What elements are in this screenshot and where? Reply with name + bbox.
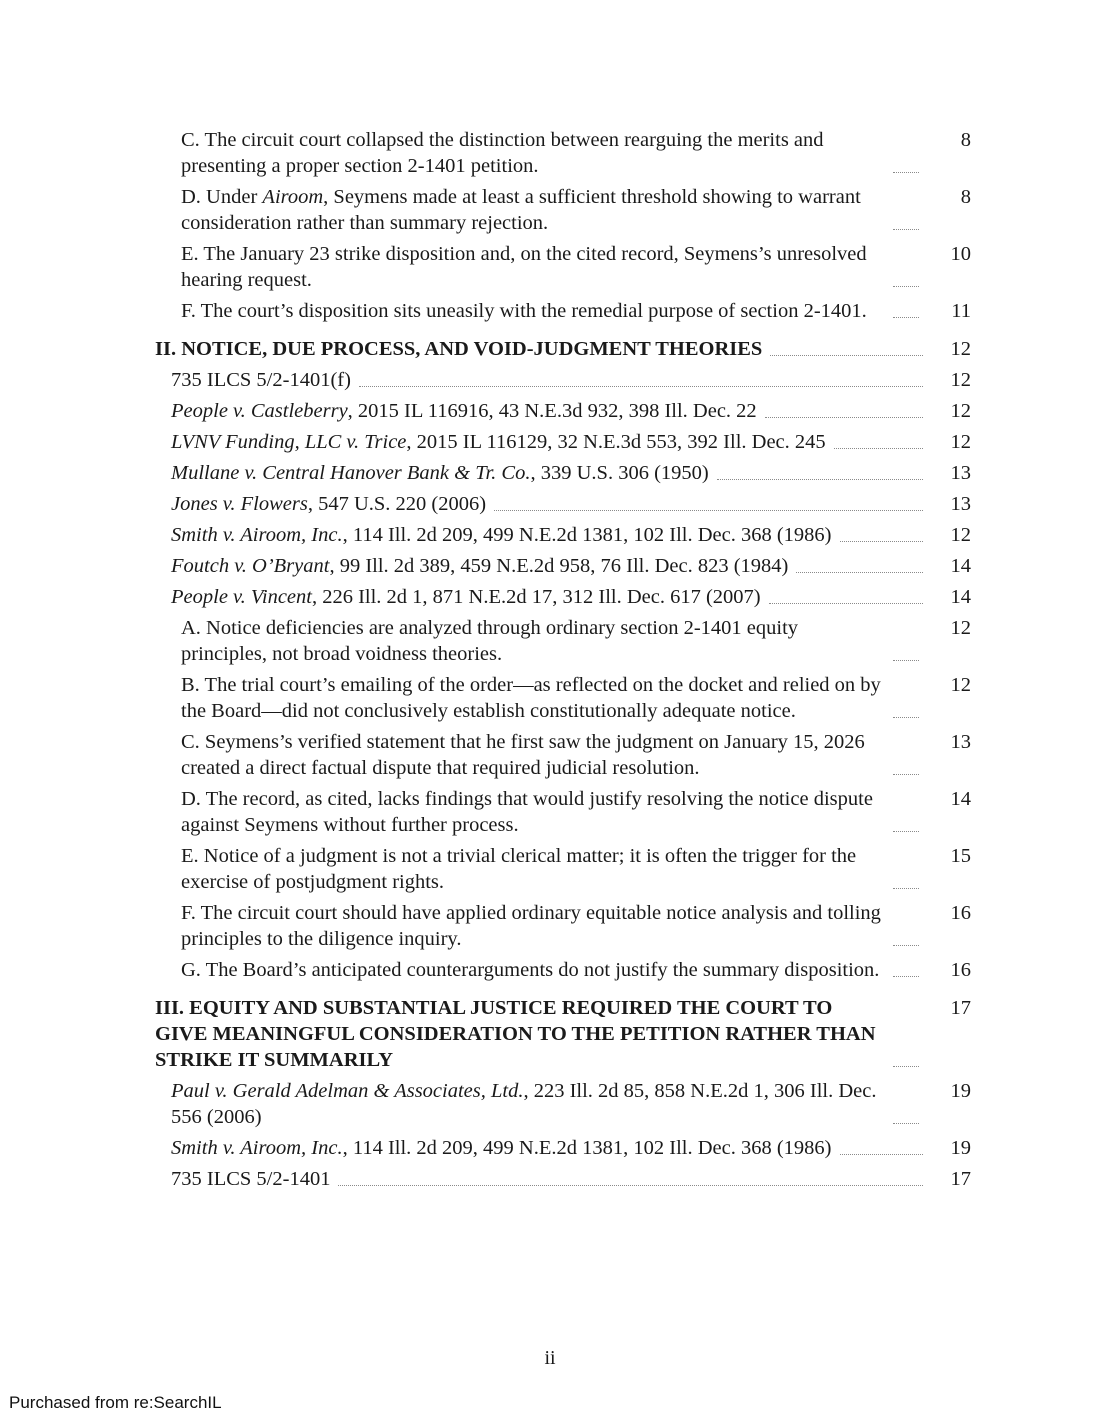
- toc-entry-text: [171, 460, 709, 486]
- toc-subheading-2d[interactable]: [0, 786, 1100, 838]
- case-name: Paul v. Gerald Adelman & Associates, Ltd.: [171, 1080, 524, 1102]
- toc-subheading-2a[interactable]: [0, 615, 1100, 667]
- toc-subheading-1e[interactable]: [0, 241, 1100, 293]
- toc-authority[interactable]: [0, 460, 1100, 486]
- toc-page-number: 13: [950, 493, 971, 515]
- toc-page-number: 17: [950, 1168, 971, 1190]
- toc-page-number: 12: [950, 617, 971, 639]
- toc-entry-text: C. The circuit court collapsed the distinction between rearguing the merits and presenting a proper section 2-1401 petition.: [181, 129, 824, 177]
- dot-leader: [840, 541, 924, 542]
- toc-page-number: 16: [950, 959, 971, 981]
- case-name: LVNV Funding, LLC v. Trice: [171, 431, 407, 453]
- dot-leader: [840, 1154, 924, 1155]
- toc-page-number: 14: [950, 586, 971, 608]
- dot-leader: [834, 448, 923, 449]
- toc-page-number: 12: [950, 338, 971, 360]
- purchase-watermark: Purchased from re:SearchIL: [9, 1393, 222, 1412]
- dot-leader: [893, 1066, 919, 1067]
- dot-leader: [893, 172, 919, 173]
- toc-page-number: 15: [950, 845, 971, 867]
- dot-leader: [893, 888, 919, 889]
- toc-page-number: 13: [950, 462, 971, 484]
- toc-entry-text: [171, 1166, 330, 1192]
- toc-page-number: 11: [951, 300, 971, 322]
- toc-page-number: 12: [950, 400, 971, 422]
- toc-page-number: 19: [950, 1137, 971, 1159]
- toc-subheading-2g[interactable]: [0, 957, 1100, 983]
- toc-authority[interactable]: [0, 522, 1100, 548]
- toc-heading-text: II. NOTICE, DUE PROCESS, AND VOID-JUDGMENT THEORIES: [155, 338, 763, 360]
- citation: 735 ILCS 5/2-1401: [171, 1168, 331, 1190]
- toc-entry-text: [171, 584, 761, 610]
- toc-entry-text: [171, 1078, 886, 1130]
- toc-entry-text: [171, 553, 788, 579]
- toc-authority[interactable]: [0, 491, 1100, 517]
- toc-entry-text: [171, 522, 832, 548]
- dot-leader: [893, 945, 919, 946]
- toc-authority[interactable]: [0, 429, 1100, 455]
- dot-leader: [893, 774, 919, 775]
- toc-entry-text: [171, 367, 351, 393]
- toc-entry-text: A. Notice deficiencies are analyzed through ordinary section 2-1401 equity principles, not broad voidness theories.: [181, 617, 799, 665]
- toc-entry-text: E. Notice of a judgment is not a trivial clerical matter; it is often the trigger for the exercise of postjudgment rights.: [181, 845, 857, 893]
- toc-entry-text: D. The record, as cited, lacks findings that would justify resolving the notice dispute against Seymens without further process.: [181, 788, 873, 836]
- toc-entry-text: F. The circuit court should have applied ordinary equitable notice analysis and tolling principles to the diligence inquiry.: [181, 902, 881, 950]
- dot-leader: [359, 386, 923, 387]
- dot-leader: [893, 717, 919, 718]
- case-name: People v. Castleberry: [171, 400, 348, 422]
- case-name: Jones v. Flowers: [171, 493, 308, 515]
- dot-leader: [893, 317, 919, 318]
- toc-authority[interactable]: [0, 553, 1100, 579]
- case-name: Smith v. Airoom, Inc.: [171, 524, 343, 546]
- citation: , 114 Ill. 2d 209, 499 N.E.2d 1381, 102 Ill. Dec. 368 (1986): [342, 1137, 832, 1159]
- toc-authority[interactable]: [0, 367, 1100, 393]
- toc-heading-2[interactable]: [0, 336, 1100, 362]
- toc-page-number: 8: [960, 186, 971, 208]
- citation: , 226 Ill. 2d 1, 871 N.E.2d 17, 312 Ill. Dec. 617 (2007): [311, 586, 761, 608]
- dot-leader: [717, 479, 923, 480]
- dot-leader: [893, 660, 919, 661]
- toc-authority[interactable]: [0, 584, 1100, 610]
- toc-subheading-2f[interactable]: [0, 900, 1100, 952]
- citation: , 2015 IL 116916, 43 N.E.3d 932, 398 Ill. Dec. 22: [347, 400, 757, 422]
- toc-heading-3[interactable]: [0, 995, 1100, 1073]
- toc-page-number: 8: [960, 129, 971, 151]
- citation: , 99 Ill. 2d 389, 459 N.E.2d 958, 76 Ill. Dec. 823 (1984): [329, 555, 789, 577]
- dot-leader: [494, 510, 923, 511]
- table-of-contents: [0, 127, 1100, 1192]
- toc-entry-text: G. The Board’s anticipated counterarguments do not justify the summary disposition.: [181, 959, 880, 981]
- toc-entry-text: [171, 398, 757, 424]
- toc-entry-text: B. The trial court’s emailing of the order—as reflected on the docket and relied on by the Board—did not conclusively establish constitutionally adequate notice.: [181, 674, 881, 722]
- toc-heading-text: III. EQUITY AND SUBSTANTIAL JUSTICE REQUIRED THE COURT TO GIVE MEANINGFUL CONSIDERATION TO THE PETITION RATHER THAN STRIKE IT SUMMARILY: [155, 997, 876, 1071]
- toc-authority[interactable]: [0, 1135, 1100, 1161]
- case-name: Airoom: [262, 186, 324, 208]
- toc-entry-text: [171, 1135, 832, 1161]
- toc-subheading-1d[interactable]: [0, 184, 1100, 236]
- dot-leader: [796, 572, 923, 573]
- toc-entry-text: [171, 429, 826, 455]
- toc-subheading-2b[interactable]: [0, 672, 1100, 724]
- toc-entry-text: [171, 491, 486, 517]
- dot-leader: [770, 355, 923, 356]
- dot-leader: [769, 603, 923, 604]
- dot-leader: [893, 976, 919, 977]
- page-number: ii: [544, 1347, 556, 1369]
- toc-page-number: 12: [950, 524, 971, 546]
- citation: , 547 U.S. 220 (2006): [307, 493, 487, 515]
- toc-page-number: 17: [950, 997, 971, 1019]
- dot-leader: [338, 1185, 923, 1186]
- dot-leader: [893, 831, 919, 832]
- toc-subheading-1c[interactable]: [0, 127, 1100, 179]
- case-name: Smith v. Airoom, Inc.: [171, 1137, 343, 1159]
- toc-page-number: 13: [950, 731, 971, 753]
- toc-authority[interactable]: [0, 1078, 1100, 1130]
- toc-authority[interactable]: [0, 1166, 1100, 1192]
- toc-page-number: 12: [950, 431, 971, 453]
- citation: , 339 U.S. 306 (1950): [530, 462, 709, 484]
- text-part: , Seymens made at least a sufficient threshold showing to warrant consideration rather than summary rejection.: [181, 186, 861, 234]
- toc-entry-text: C. Seymens’s verified statement that he first saw the judgment on January 15, 2026 created a direct factual dispute that required judicial resolution.: [181, 731, 865, 779]
- toc-subheading-2e[interactable]: [0, 843, 1100, 895]
- dot-leader: [893, 286, 919, 287]
- toc-subheading-1f[interactable]: [0, 298, 1100, 324]
- citation: , 2015 IL 116129, 32 N.E.3d 553, 392 Ill. Dec. 245: [406, 431, 826, 453]
- text-part: D. Under: [181, 186, 263, 208]
- toc-page-number: 19: [950, 1080, 971, 1102]
- dot-leader: [893, 1123, 919, 1124]
- case-name: Foutch v. O’Bryant: [171, 555, 330, 577]
- toc-entry-text: F. The court’s disposition sits uneasily with the remedial purpose of section 2-1401.: [181, 300, 867, 322]
- toc-subheading-2c[interactable]: [0, 729, 1100, 781]
- citation: 735 ILCS 5/2-1401(f): [171, 369, 351, 391]
- toc-page-number: 12: [950, 369, 971, 391]
- citation: , 223 Ill. 2d 85, 858 N.E.2d 1, 306 Ill. Dec. 556 (2006): [171, 1080, 877, 1128]
- case-name: People v. Vincent: [171, 586, 312, 608]
- citation: , 114 Ill. 2d 209, 499 N.E.2d 1381, 102 Ill. Dec. 368 (1986): [342, 524, 832, 546]
- toc-page-number: 16: [950, 902, 971, 924]
- toc-authority[interactable]: [0, 398, 1100, 424]
- toc-entry-text: E. The January 23 strike disposition and, on the cited record, Seymens’s unresolved hearing request.: [181, 243, 867, 291]
- dot-leader: [893, 229, 919, 230]
- dot-leader: [765, 417, 923, 418]
- toc-page-number: 14: [950, 555, 971, 577]
- toc-page-number: 12: [950, 674, 971, 696]
- toc-page-number: 14: [950, 788, 971, 810]
- toc-page-number: 10: [950, 243, 971, 265]
- toc-entry-text: [181, 184, 886, 236]
- case-name: Mullane v. Central Hanover Bank & Tr. Co.: [171, 462, 531, 484]
